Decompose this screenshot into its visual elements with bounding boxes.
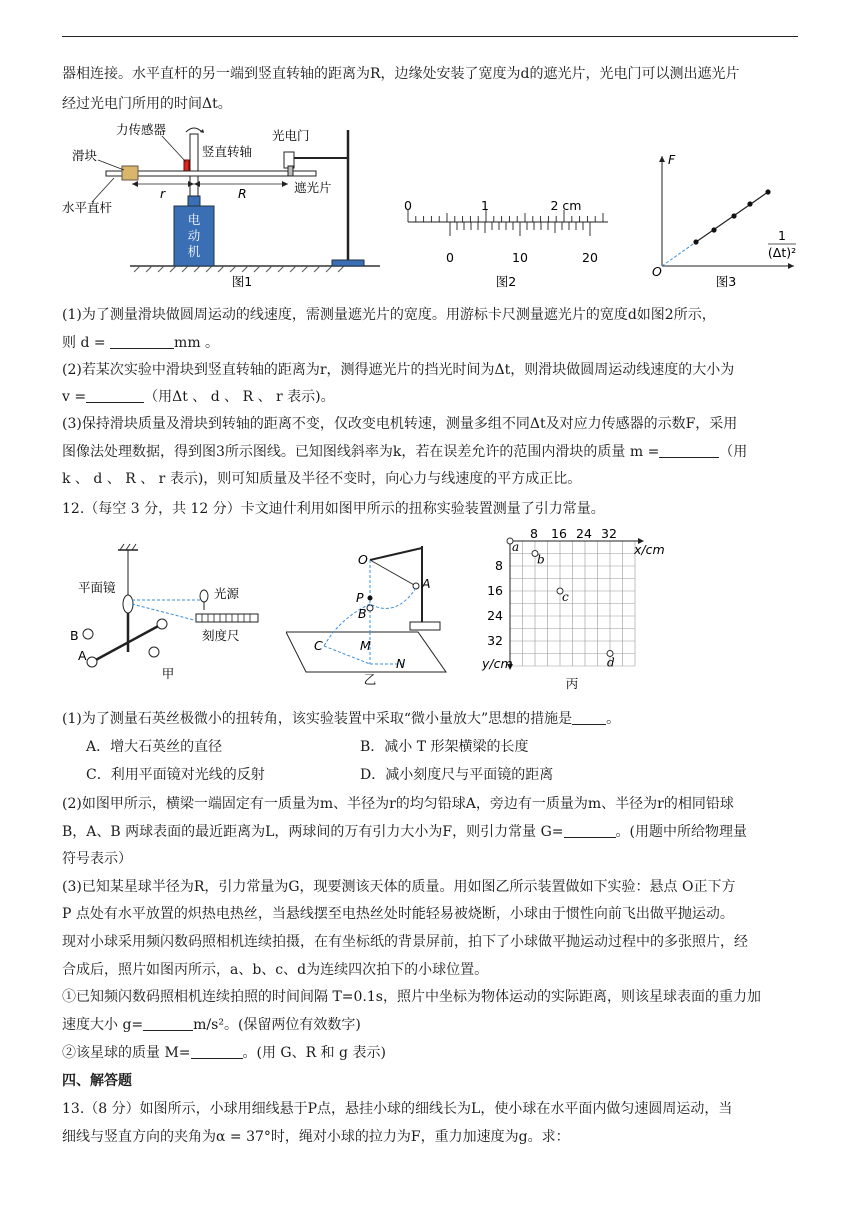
y-axis-label: y/cm — [482, 656, 513, 671]
q11-part2-line2: v = （用Δt 、 d 、 R 、 r 表示)。 — [62, 389, 335, 405]
fig3-x-num: 1 — [778, 228, 786, 243]
q11-part2-line1: (2)若某次实验中滑块到竖直转轴的距离为r，测得遮光片的挡光时间为Δt，则滑块做圆周运动线速度的大小为 — [62, 362, 735, 378]
force-sensor-label: 力传感器 — [116, 122, 167, 137]
r-label: r — [160, 186, 166, 201]
figure-yi-caption: 乙 — [363, 672, 377, 686]
figure-bing-grid — [476, 528, 676, 690]
option-D[interactable]: D．减小刻度尺与平面镜的距离 — [360, 767, 554, 783]
grid-point-label-d: d — [607, 655, 615, 670]
q12-part2-line3: 符号表示） — [62, 851, 132, 867]
q13-line1: 13.（8 分）如图所示，小球用细线悬于P点，悬挂小球的细线长为L，使小球在水平面内做匀速圆周运动，当 — [62, 1101, 733, 1117]
figure-yi-pendulum — [286, 536, 458, 686]
grid-point-label-c: c — [562, 590, 569, 604]
q11-part3-line3: k 、 d 、 R 、 r 表示)，则可知质量及半径不变时，向心力与线速度的平方成正比。 — [62, 471, 582, 487]
q12-heading: 12.（每空 3 分，共 12 分）卡文迪什利用如图甲所示的扭称实验装置测量了引力常量。 — [62, 501, 605, 517]
figure-jia-caption: 甲 — [161, 666, 175, 681]
motor-char-2: 动 — [187, 228, 201, 243]
fig3-origin: O — [652, 264, 662, 279]
q11-answer-blank-2[interactable] — [86, 388, 144, 403]
light-source-label: 光源 — [214, 586, 240, 601]
photogate-label: 光电门 — [272, 128, 310, 143]
grid-point-label-a: a — [512, 540, 520, 554]
figure-jia-torsion-balance — [62, 540, 284, 684]
q12-part3-line1: (3)已知某星球半径为R，引力常量为G，现要测该天体的质量。用如图乙所示装置做如下实验：悬点 O正下方 — [62, 879, 736, 895]
q12-answer-blank-3[interactable] — [143, 1016, 193, 1031]
point-C-label: C — [314, 638, 323, 653]
intro-line-1: 器相连接。水平直杆的另一端到竖直转轴的距离为R，边缘处安装了宽度为d的遮光片，光电门可以测出遮光片 — [62, 66, 740, 82]
figure-1-caption: 图1 — [231, 274, 253, 289]
vernier-tick-0: 0 — [446, 250, 454, 265]
slider-label: 滑块 — [72, 148, 98, 163]
x-tick-32: 32 — [601, 528, 617, 541]
fig3-x-den: (Δt)² — [767, 245, 797, 260]
q11-answer-blank-1[interactable] — [110, 334, 174, 349]
q11-part1-line2: 则 d = mm 。 — [62, 335, 220, 351]
main-tick-2: 2 cm — [550, 198, 582, 213]
x-tick-24: 24 — [576, 528, 592, 541]
option-C[interactable]: C．利用平面镜对光线的反射 — [86, 767, 265, 783]
scale-label: 刻度尺 — [202, 628, 240, 643]
point-B-label: B — [358, 606, 367, 621]
vernier-tick-20: 20 — [582, 250, 598, 265]
x-axis-label: x/cm — [634, 542, 665, 557]
point-N-label: N — [396, 656, 406, 671]
q12-part2-line2: B，A、B 两球表面的最近距离为L，两球间的万有引力大小为F，则引力常量 G= 。(用题中所给物理量 — [62, 824, 747, 840]
mirror-label: 平面镜 — [78, 580, 116, 595]
q12-part3-line4: 合成后，照片如图丙所示，a、b、c、d为连续四次拍下的小球位置。 — [62, 962, 489, 978]
figure-2-vernier — [398, 196, 612, 292]
vernier-tick-10: 10 — [512, 250, 528, 265]
q13-line2: 细线与竖直方向的夹角为α = 37°时，绳对小球的拉力为F，重力加速度为g。求： — [62, 1129, 570, 1145]
q12-part3-line6: 速度大小 g= m/s²。(保留两位有效数字) — [62, 1017, 361, 1033]
main-tick-1: 1 — [481, 198, 489, 213]
q12-part3-line2: P 点处有水平放置的炽热电热丝，当悬线摆至电热丝处时能轻易被烧断，小球由于惯性向前飞出做平抛运动。 — [62, 906, 734, 922]
R-label: R — [238, 186, 247, 201]
y-tick-32: 32 — [487, 633, 503, 648]
q11-part3-line2: 图像法处理数据，得到图3所示图线。已知图线斜率为k，若在误差允许的范围内滑块的质量 m = （用 — [62, 444, 748, 460]
horizontal-rod-label: 水平直杆 — [62, 200, 113, 215]
q12-part3-line5: ①已知频闪数码照相机连续拍照的时间间隔 T=0.1s，照片中坐标为物体运动的实际距离，则该星球表面的重力加 — [62, 989, 761, 1005]
q12-part2-line1: (2)如图甲所示，横梁一端固定有一质量为m、半径为r的均匀铅球A，旁边有一质量为m、半径为r的相同铅球 — [62, 796, 734, 812]
fig3-y-label: F — [668, 152, 676, 167]
shade-label: 遮光片 — [294, 180, 332, 195]
figure-3-caption: 图3 — [715, 274, 737, 289]
point-O-label: O — [358, 552, 368, 567]
q12-part3-line7: ②该星球的质量 M= 。(用 G、R 和 g 表示) — [62, 1045, 386, 1061]
point-M-label: M — [360, 638, 371, 653]
section-4-heading: 四、解答题 — [62, 1073, 132, 1089]
q12-answer-blank-1[interactable] — [572, 710, 606, 725]
figure-bing-caption: 丙 — [565, 676, 579, 690]
q12-answer-blank-2[interactable] — [564, 823, 616, 838]
q11-answer-blank-3[interactable] — [659, 443, 719, 458]
q11-part3-line1: (3)保持滑块质量及滑块到转轴的距离不变，仅改变电机转速，测量多组不同Δt及对应力传感器的示数F，采用 — [62, 416, 738, 432]
intro-line-2: 经过光电门所用的时间Δt。 — [62, 96, 232, 112]
q12-answer-blank-4[interactable] — [191, 1044, 243, 1059]
figure-3-graph — [644, 150, 804, 292]
x-tick-16: 16 — [551, 528, 567, 541]
ball-B-label: B — [70, 628, 79, 643]
x-tick-8: 8 — [530, 528, 538, 541]
point-P-label: P — [356, 590, 364, 605]
figure-1-apparatus — [62, 120, 382, 292]
grid-point-label-b: b — [537, 552, 545, 567]
vertical-axis-label: 竖直转轴 — [202, 144, 253, 159]
main-tick-0: 0 — [404, 198, 412, 213]
motor-char-1: 电 — [187, 212, 201, 227]
q12-part1: (1)为了测量石英丝极微小的扭转角，该实验装置中采取“微小量放大”思想的措施是 。 — [62, 711, 621, 727]
ball-A-label: A — [78, 648, 87, 663]
point-A-label: A — [422, 576, 431, 591]
option-B[interactable]: B．减小 T 形架横梁的长度 — [360, 739, 529, 755]
q12-part3-line3: 现对小球采用频闪数码照相机连续拍摄，在有坐标纸的背景屏前，拍下了小球做平抛运动过程中的多张照片，经 — [62, 934, 748, 950]
option-A[interactable]: A．增大石英丝的直径 — [86, 739, 223, 755]
y-tick-16: 16 — [487, 583, 503, 598]
motor-char-3: 机 — [187, 244, 201, 259]
figure-2-caption: 图2 — [495, 274, 517, 289]
header-rule — [62, 36, 798, 37]
y-tick-24: 24 — [487, 608, 503, 623]
y-tick-8: 8 — [495, 558, 503, 573]
q11-part1-line1: (1)为了测量滑块做圆周运动的线速度，需测量遮光片的宽度。用游标卡尺测量遮光片的宽度d如图2所示， — [62, 307, 716, 323]
